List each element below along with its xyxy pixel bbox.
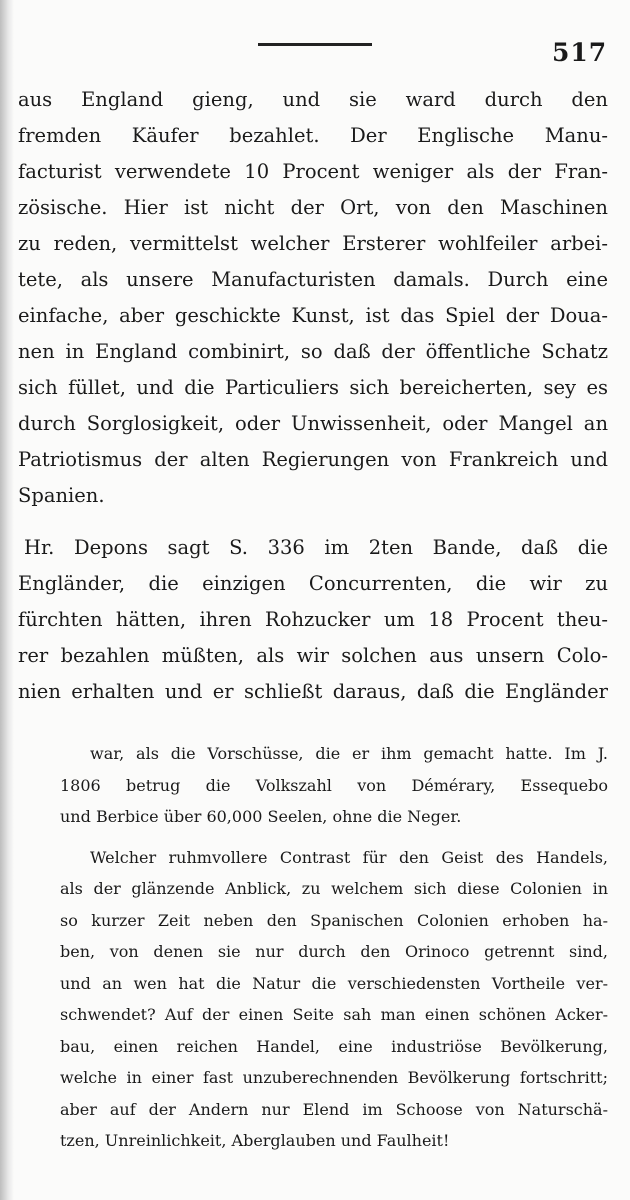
text-line: Hr. Depons sagt S. 336 im 2ten Bande, daß die	[24, 536, 608, 559]
footnote	[60, 738, 608, 1157]
footnote-line: welche in einer fast unzuberechnenden Bevölkerung fortschritt;	[60, 1068, 608, 1087]
paragraph-gap	[18, 514, 608, 530]
text-line: fürchten hätten, ihren Rohzucker um 18 Procent theu-	[18, 608, 608, 631]
footnote-line: und Berbice über 60,000 Seelen, ohne die Neger.	[60, 807, 462, 826]
footnote-line: war, als die Vorschüsse, die er ihm gemacht hatte. Im J.	[90, 744, 608, 763]
page-gutter-shadow	[0, 0, 14, 1200]
footnote-line: so kurzer Zeit neben den Spanischen Colonien erhoben ha-	[60, 910, 608, 930]
text-line: durch Sorglosigkeit, oder Unwissenheit, oder Mangel an	[18, 412, 608, 435]
page-number: 517	[552, 38, 608, 67]
main-text	[18, 82, 608, 710]
footnote-line: Welcher ruhmvollere Contrast für den Geist des Handels,	[90, 847, 608, 867]
footnote-line: schwendet? Auf der einen Seite sah man einen schönen Acker-	[60, 1005, 608, 1024]
footnote-line: und an wen hat die Natur die verschiedensten Vortheile ver-	[60, 973, 608, 993]
text-line: Spanien.	[18, 484, 105, 507]
footnote-line: 1806 betrug die Volkszahl von Démérary, Essequebo	[60, 775, 608, 795]
text-line: facturist verwendete 10 Procent weniger als der Fran-	[18, 160, 608, 183]
footnote-gap	[60, 833, 608, 842]
footnote-line: ben, von denen sie nur durch den Orinoco getrennt sind,	[60, 942, 608, 961]
text-line: aus England gieng, und sie ward durch den	[18, 88, 608, 111]
footnote-line: als der glänzende Anblick, zu welchem sich diese Colonien in	[60, 879, 608, 898]
text-line: zu reden, vermittelst welcher Ersterer wohlfeiler arbei-	[18, 232, 608, 255]
text-line: einfache, aber geschickte Kunst, ist das Spiel der Doua-	[18, 304, 608, 327]
footnote-line: tzen, Unreinlichkeit, Aberglauben und Faulheit!	[60, 1131, 450, 1150]
text-line: Engländer, die einzigen Concurrenten, die wir zu	[18, 572, 608, 595]
text-line: tete, als unsere Manufacturisten damals. Durch eine	[18, 268, 608, 291]
footnote-line: aber auf der Andern nur Elend im Schoose von Naturschä-	[60, 1099, 608, 1119]
text-line: fremden Käufer bezahlet. Der Englische Manu-	[18, 124, 608, 147]
footnote-line: bau, einen reichen Handel, eine industriöse Bevölkerung,	[60, 1036, 608, 1056]
text-line: sich füllet, und die Particuliers sich bereicherten, sey es	[18, 376, 608, 399]
text-line: Patriotismus der alten Regierungen von Frankreich und	[18, 448, 608, 471]
text-line: zösische. Hier ist nicht der Ort, von den Maschinen	[18, 196, 608, 219]
text-line: rer bezahlen müßten, als wir solchen aus unsern Colo-	[18, 644, 608, 667]
text-line: nen in England combinirt, so daß der öffentliche Schatz	[18, 340, 608, 363]
text-line: nien erhalten und er schließt daraus, daß die Engländer	[18, 680, 608, 703]
header-rule	[258, 43, 372, 46]
